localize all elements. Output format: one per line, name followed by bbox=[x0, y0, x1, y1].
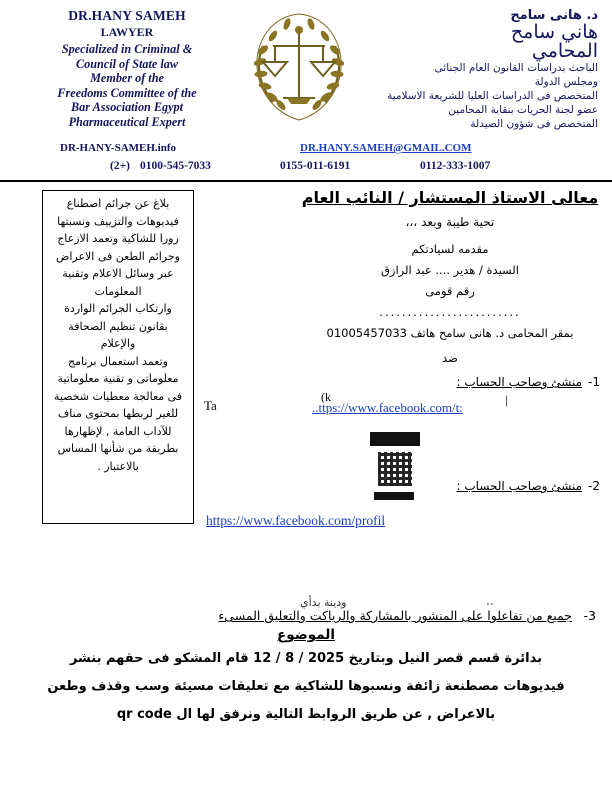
email-link[interactable]: DR.HANY.SAMEH@GMAIL.COM bbox=[300, 142, 472, 154]
against-label: ضد bbox=[442, 351, 458, 365]
credential-line: Member of the bbox=[90, 71, 164, 85]
item-number: 3- bbox=[583, 608, 596, 623]
national-id-value: ......................... bbox=[379, 305, 521, 319]
summary-line: وارتكاب الجرائم الواردة bbox=[64, 302, 172, 315]
summary-line: فيديوهات والتزييف ونسبتها bbox=[57, 214, 179, 228]
greeting-line: تحية طيبة وبعد ،،، bbox=[405, 215, 495, 229]
country-code: (2+) bbox=[110, 160, 130, 172]
credential-line-ar: المتخصص فى الدراسات العليا للشريعة الاسلامية bbox=[387, 90, 598, 102]
contact-row-phones bbox=[0, 160, 612, 178]
accused-item-1 bbox=[300, 375, 600, 389]
credential-line: Specialized in Criminal & bbox=[61, 42, 193, 56]
summary-line: للغير لربطها بمحتوى مناف bbox=[57, 407, 179, 420]
lawyer-name-en: DR.HANY SAMEH bbox=[68, 8, 186, 23]
phone-1: 0100-545-7033 bbox=[140, 160, 211, 172]
summary-line: عبر وسائل الاعلام وتقنية bbox=[62, 267, 174, 280]
stray-text-k: (k bbox=[321, 390, 331, 404]
subject-line: بدائرة قسم قصر النيل وبتاريخ 2025 / 8 / 12 قام المشكو فى حقهم بنشر bbox=[69, 651, 543, 666]
item-number: 2- bbox=[588, 479, 600, 493]
letter-body bbox=[300, 188, 600, 493]
letter-bottom bbox=[20, 608, 596, 727]
scan-artifact-mark: .. bbox=[486, 594, 494, 608]
letterhead-right-arabic bbox=[366, 8, 598, 131]
summary-line: المعلومات bbox=[94, 284, 142, 298]
subject-line: فيديوهات مصطنعة زائفة ونسبوها للشاكية مع تعليقات مسيئة وسب وقذف وطعن bbox=[47, 679, 565, 694]
credential-line: Freedoms Committee of the bbox=[57, 85, 197, 100]
stray-text-bar: | bbox=[505, 392, 508, 407]
submitter-name: السيدة / هدير .... عبد الرازق bbox=[381, 263, 519, 277]
credential-line-ar: عضو لجنة الحريات بنقابة المحامين bbox=[448, 104, 598, 116]
signature-sub-ar: المحامي bbox=[531, 40, 598, 62]
subject-heading: الموضوع bbox=[277, 627, 335, 643]
addressee-title: معالى الاستاذ المستشار / النائب العام bbox=[301, 188, 599, 207]
lawyer-credentials-en bbox=[18, 42, 236, 129]
letterhead-header bbox=[0, 0, 612, 172]
item-label: منشئ وصاحب الحساب : bbox=[456, 479, 582, 493]
credential-line: Pharmaceutical Expert bbox=[68, 114, 186, 129]
scan-artifact-text: ودينة بدأي bbox=[300, 596, 347, 609]
qr-code-image bbox=[378, 452, 412, 486]
national-id-label: رقم قومى bbox=[425, 284, 475, 298]
summary-line: بطريقة من شأنها المساس bbox=[57, 442, 179, 455]
summary-line: والإعلام bbox=[100, 337, 136, 350]
summary-line: وتعمد استعمال برنامج bbox=[68, 354, 168, 368]
subject-line: بالاعراض , عن طريق الروابط التالية ونرفق لها ال qr code bbox=[116, 707, 496, 722]
lawyer-name-ar: د. هانى سامح bbox=[510, 8, 598, 23]
letterhead-left-english bbox=[18, 8, 236, 129]
credential-line: Bar Association Egypt bbox=[71, 100, 183, 114]
item-number: 1- bbox=[588, 375, 600, 389]
summary-line: معلوماتى و تقنية معلوماتية bbox=[57, 372, 179, 385]
accused-item-3 bbox=[20, 608, 596, 623]
summary-line: بلاغ عن جرائم اصطناع bbox=[66, 197, 170, 210]
credential-line-ar: المتخصص فى شؤون الصيدلة bbox=[470, 118, 598, 130]
lawyer-role-en: LAWYER bbox=[100, 25, 154, 39]
summary-line: وجرائم الطعن فى الاعراض bbox=[56, 249, 180, 263]
accused-item-2 bbox=[300, 479, 600, 493]
summary-line: للآداب العامة , لإظهارها bbox=[64, 424, 172, 438]
item-label: منشئ وصاحب الحساب : bbox=[456, 375, 582, 389]
complaint-summary-box bbox=[42, 190, 194, 524]
redaction-strip bbox=[370, 432, 420, 446]
website-text: DR-HANY-SAMEH.info bbox=[60, 142, 177, 154]
submitted-by-label: مقدمه لسيادتكم bbox=[411, 242, 489, 256]
facebook-link-1[interactable]: ..ttps://www.facebook.com/t: bbox=[312, 400, 463, 415]
stray-text-ta: Ta bbox=[204, 398, 217, 413]
summary-line: فى معالجة معطيات شخصية bbox=[53, 389, 183, 403]
credential-line-ar: الباحث بدراسات القانون العام الجنائى bbox=[434, 62, 598, 74]
phone-3: 0112-333-1007 bbox=[420, 160, 491, 172]
signature-ar: هاني سامح bbox=[510, 21, 598, 43]
credential-line: Council of State law bbox=[76, 56, 178, 71]
facebook-link-2[interactable]: https://www.facebook.com/profil bbox=[206, 513, 386, 528]
summary-line: زورا للشاكية وتعمد الازعاج bbox=[57, 232, 179, 245]
item-text: جميع من تفاعلوا على المنشور بالمشاركة والرياكت والتعليق المسىء bbox=[218, 608, 572, 623]
credential-line-ar: ومجلس الدولة bbox=[534, 76, 598, 88]
lawyer-office-line: بمقر المحامى د. هانى سامح هاتف 01005457033 bbox=[326, 326, 574, 340]
phone-2: 0155-011-6191 bbox=[280, 160, 351, 172]
redaction-strip bbox=[374, 492, 414, 500]
summary-line: بالاعتبار . bbox=[97, 459, 139, 473]
scales-of-justice-wreath-logo bbox=[243, 6, 355, 128]
summary-line: بقانون تنظيم الصحافة bbox=[68, 319, 168, 333]
header-divider bbox=[0, 180, 612, 182]
